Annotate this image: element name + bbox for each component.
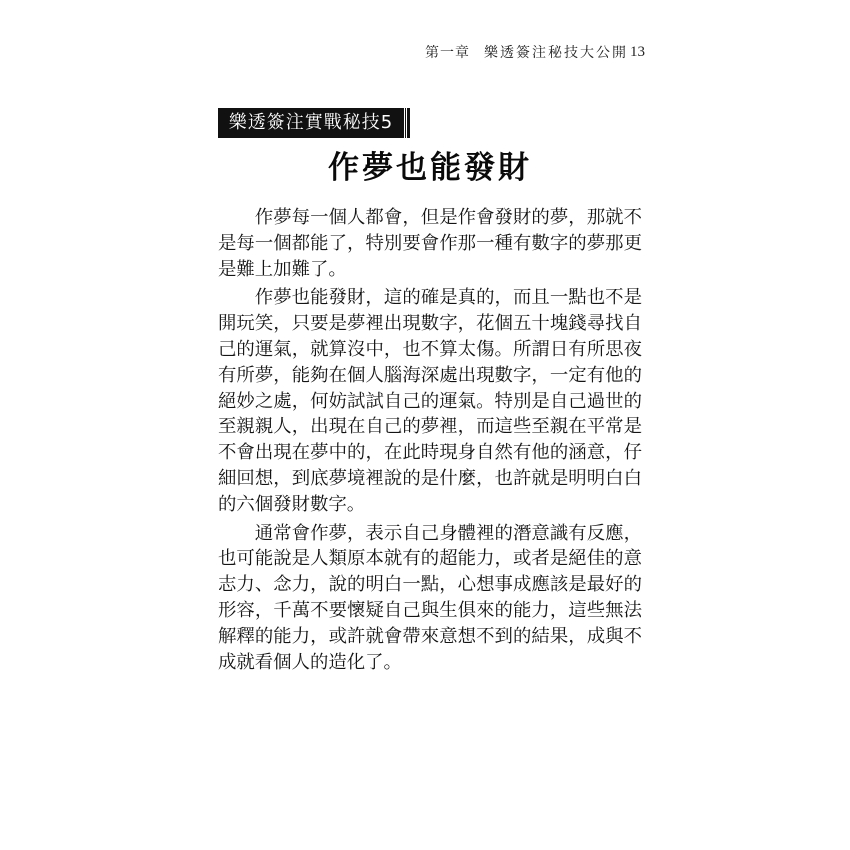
running-header: [425, 40, 645, 64]
section-label-banner: 樂透簽注實戰秘技5: [218, 108, 407, 138]
paragraph: 通常會作夢，表示自己身體裡的潛意識有反應，也可能說是人類原本就有的超能力，或者是絕佳的意志力、念力，說的明白一點，心想事成應該是最好的形容，千萬不要懷疑自己與生俱來的能力，這些無法解釋的能力，或許就會帶來意想不到的結果，成與不成就看個人的造化了。: [218, 522, 642, 673]
paragraph: 作夢每一個人都會，但是作會發財的夢，那就不是每一個都能了，特別要會作那一種有數字的夢那更是難上加難了。: [218, 207, 642, 280]
paragraph: 作夢也能發財，這的確是真的，而且一點也不是開玩笑，只要是夢裡出現數字，花個五十塊錢尋找自己的運氣，就算沒中，也不算太傷。所謂日有所思夜有所夢，能夠在個人腦海深處出現數字，一定有他的絕妙之處，何妨試試自己的運氣。特別是自己過世的至親親人，出現在自己的夢裡，而這些至親在平常是不會出現在夢中的，在此時現身自然有他的涵意，仔細回想，到底夢境裡說的是什麼，也許就是明明白白的六個發財數字。: [218, 287, 642, 515]
book-title: 樂透簽注秘技大公開: [484, 45, 628, 61]
chapter-label: 第一章: [425, 45, 470, 61]
article-body: [218, 205, 642, 678]
page-number: 13: [630, 43, 645, 60]
article-title: 作夢也能發財: [328, 150, 532, 186]
